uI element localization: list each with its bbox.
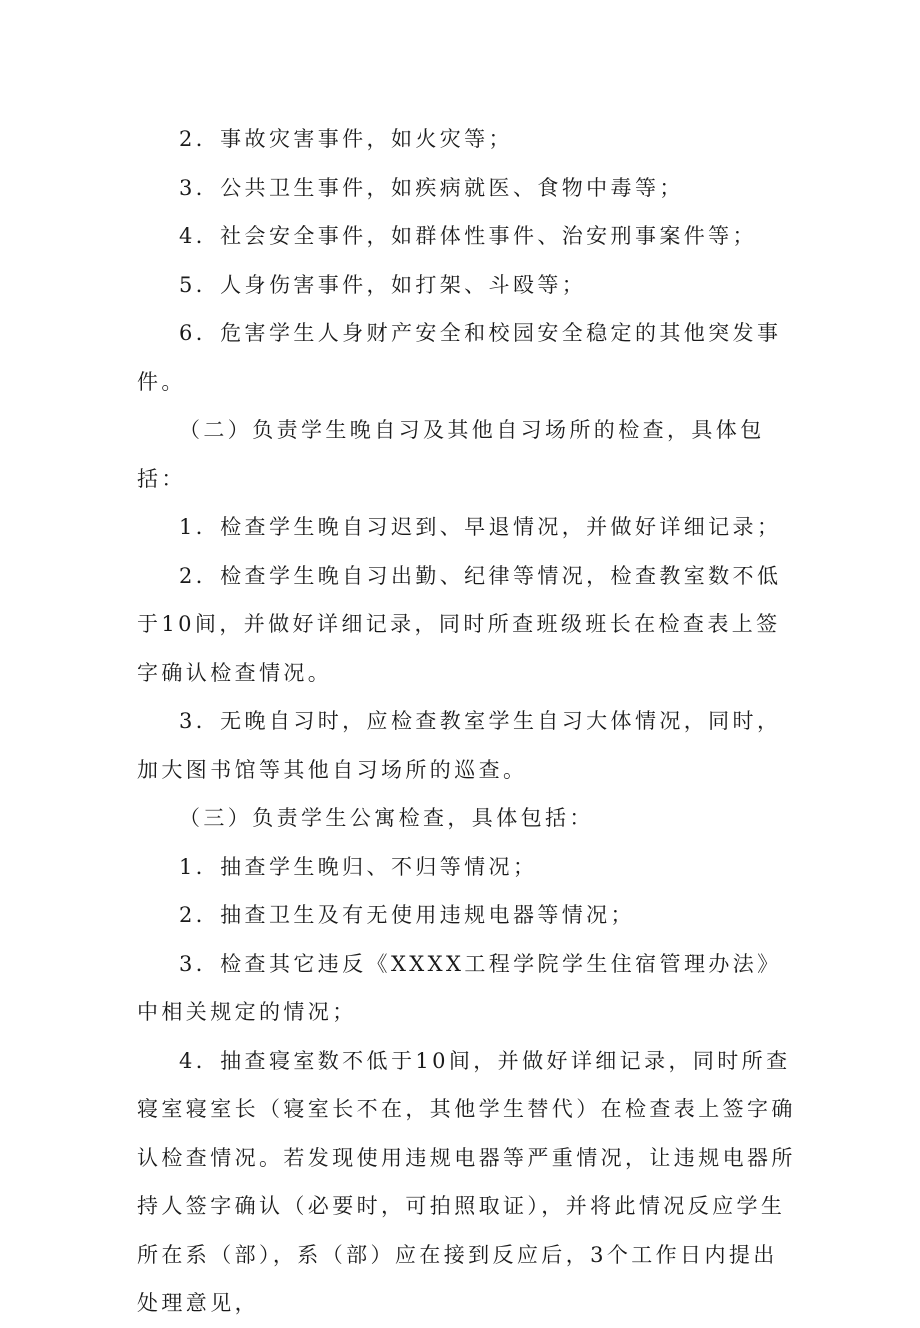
paragraph-dorm-item-1: 1．抽查学生晚归、不归等情况； [179, 854, 538, 879]
section-heading-dormitory: （三）负责学生公寓检查，具体包括： [179, 806, 594, 830]
paragraph-item-6-other-emergencies: 6．危害学生人身财产安全和校园安全稳定的其他突发事件。 [137, 321, 782, 394]
paragraph-study-item-2: 2．检查学生晚自习出勤、纪律等情况，检查教室数不低于10间，并做好详细记录，同时所查班级班长在检查表上签字确认检查情况。 [137, 563, 782, 685]
paragraph-item-3-public-health: 3．公共卫生事件，如疾病就医、食物中毒等； [179, 175, 684, 200]
paragraph-dorm-item-2: 2．抽查卫生及有无使用违规电器等情况； [179, 903, 635, 927]
paragraph-item-5-personal-injury: 5．人身伤害事件，如打架、斗殴等； [179, 272, 587, 297]
paragraph-study-item-3: 3．无晚自习时，应检查教室学生自习大体情况，同时，加大图书馆等其他自习场所的巡查。 [137, 709, 782, 782]
paragraph-dorm-item-4: 4．抽查寝室数不低于10间，并做好详细记录，同时所查寝室寝室长（寝室长不在，其他学生替代）在检查表上签字确认检查情况。若发现使用违规电器等严重情况，让违规电器所持人签字确认（必要时，可拍照取证），并将此情况反应学生所在系（部），系（部）应在接到反应后，3个工作日内提出处理意见， [137, 1048, 796, 1315]
paragraph-item-2-disaster: 2．事故灾害事件，如火灾等； [179, 127, 513, 151]
section-heading-evening-study: （二）负责学生晚自习及其他自习场所的检查，具体包括： [137, 418, 765, 491]
paragraph-study-item-1: 1．检查学生晚自习迟到、早退情况，并做好详细记录； [179, 515, 782, 539]
paragraph-item-4-social-security: 4．社会安全事件，如群体性事件、治安刑事案件等； [179, 224, 757, 248]
paragraph-dorm-item-3: 3．检查其它违反《XXXX工程学院学生住宿管理办法》中相关规定的情况； [137, 951, 782, 1024]
document-body [137, 115, 797, 1328]
